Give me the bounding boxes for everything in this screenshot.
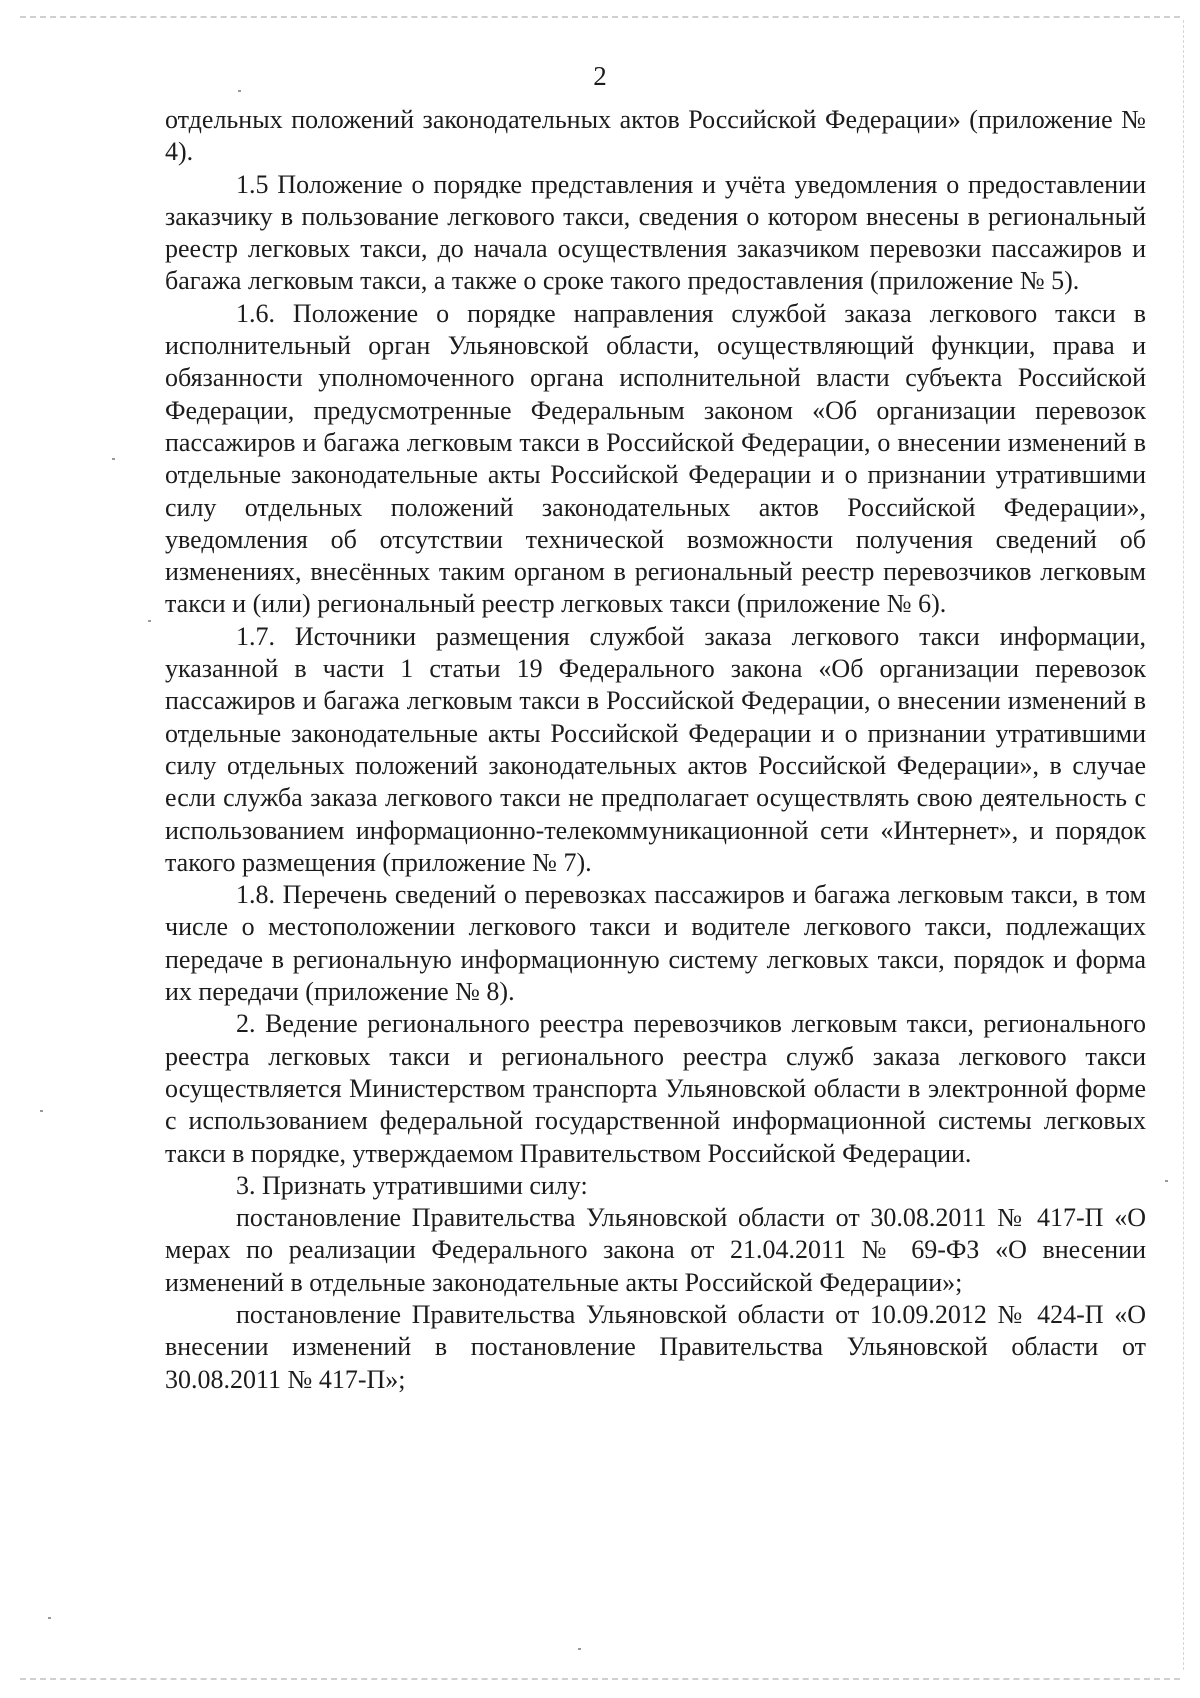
- document-body: [165, 104, 1146, 1396]
- paragraph-2: 2. Ведение регионального реестра перевозчиков легковым такси, регионального реестра легковых такси и регионального реестра служб заказа легкового такси осуществляется Министерством транспорта Ульяновской области в электронной форме с использованием федеральной государственной информационной системы легковых такси в порядке, утверждаемом Правительством Российской Федерации.: [165, 1009, 1146, 1168]
- paragraph-1-6: 1.6. Положение о порядке направления службой заказа легкового такси в исполнительный орган Ульяновской области, осуществляющий функции, права и обязанности уполномоченного органа исполнительной власти субъекта Российской Федерации, предусмотренные Федеральным законом «Об организации перевозок пассажиров и багажа легковым такси в Российской Федерации, о внесении изменений в отдельные законодательные акты Российской Федерации и о признании утратившими силу отдельных положений законодательных актов Российской Федерации», уведомления об отсутствии технической возможности получения сведений об изменениях, внесённых таким органом в региональный реестр перевозчиков легковым такси и (или) региональный реестр легковых такси (приложение № 6).: [165, 298, 1146, 619]
- paragraph-1-8: 1.8. Перечень сведений о перевозках пассажиров и багажа легковым такси, в том числе о местоположении легкового такси и водителе легкового такси, подлежащих передаче в региональную информационную систему легковых такси, порядок и форма их передачи (приложение № 8).: [165, 880, 1146, 1007]
- paragraph-1-7: 1.7. Источники размещения службой заказа легкового такси информации, указанной в части 1 статьи 19 Федерального закона «Об организации перевозок пассажиров и багажа легковым такси в Российской Федерации, о внесении изменений в отдельные законодательные акты Российской Федерации и о признании утратившими силу отдельных положений законодательных актов Российской Федерации», в случае если служба заказа легкового такси не предполагает осуществлять свою деятельность с использованием информационно-телекоммуникационной сети «Интернет», и порядок такого размещения (приложение № 7).: [165, 621, 1146, 877]
- scan-speck: [112, 458, 115, 460]
- scan-edge-right: [1183, 20, 1184, 1670]
- scan-speck: [578, 1648, 581, 1650]
- paragraph-continuation: отдельных положений законодательных актов Российской Федерации» (приложение № 4).: [165, 105, 1146, 167]
- scan-speck: [238, 90, 241, 92]
- paragraph-1-5: 1.5 Положение о порядке представления и учёта уведомления о предоставлении заказчику в пользование легкового такси, сведения о котором внесены в региональный реестр легковых такси, до начала осуществления заказчиком перевозки пассажиров и багажа легковым такси, а также о сроке такого предоставления (приложение № 5).: [165, 169, 1146, 296]
- page-number: 2: [593, 61, 607, 91]
- scan-speck: [148, 620, 151, 622]
- paragraph-repealed-act-1: постановление Правительства Ульяновской области от 30.08.2011 № 417-П «О мерах по реализации Федерального закона от 21.04.2011 № 69-ФЗ «О внесении изменений в отдельные законодательные акты Российской Федерации»;: [165, 1203, 1146, 1297]
- paragraph-3: 3. Признать утратившими силу:: [236, 1170, 588, 1200]
- scan-speck: [40, 1110, 43, 1112]
- scan-edge-top: [20, 16, 1180, 18]
- scan-speck: [1165, 1180, 1168, 1182]
- scan-speck: [48, 1617, 51, 1619]
- scan-edge-bottom: [20, 1678, 1180, 1680]
- paragraph-repealed-act-2: постановление Правительства Ульяновской области от 10.09.2012 № 424-П «О внесении изменений в постановление Правительства Ульяновской области от 30.08.2011 № 417-П»;: [165, 1299, 1146, 1394]
